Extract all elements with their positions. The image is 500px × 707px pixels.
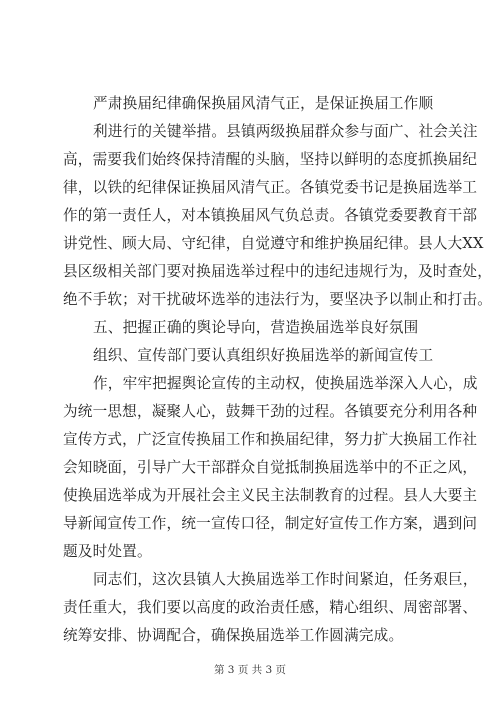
- page-footer: 第 3 页 共 3 页: [213, 664, 287, 676]
- paragraph-line: 宣传方式，广泛宣传换届工作和换届纪律，努力扩大换届工作社: [63, 431, 478, 448]
- paragraph-line: 严肃换届纪律确保换届风清气正，是保证换届工作顺: [93, 95, 434, 112]
- paragraph-line: 作的第一责任人，对本镇换届风气负总责。各镇党委要教育干部: [63, 207, 478, 224]
- paragraph-line: 组织、宣传部门要认真组织好换届选举的新闻宣传工: [93, 347, 434, 364]
- paragraph-line: 使换届选举成为开展社会主义民主法制教育的过程。县人大要主: [63, 487, 478, 504]
- paragraph-line: 同志们，这次县镇人大换届选举工作时间紧迫，任务艰巨，: [93, 571, 478, 588]
- paragraph-line: 统筹安排、协调配合，确保换届选举工作圆满完成。: [63, 627, 404, 644]
- section-heading: 五、把握正确的舆论导向，营造换届选举良好氛围: [93, 319, 419, 336]
- paragraph-line: 绝不手软；对干扰破坏选举的违法行为，要坚决予以制止和打击。: [63, 291, 493, 308]
- paragraph-line: 利进行的关键举措。县镇两级换届群众参与面广、社会关注: [93, 123, 478, 140]
- paragraph-line: 作，牢牢把握舆论宣传的主动权，使换届选举深入人心，成: [93, 375, 478, 392]
- paragraph-line: 责任重大，我们要以高度的政治责任感，精心组织、周密部署、: [63, 599, 478, 616]
- paragraph-line: 律，以铁的纪律保证换届风清气正。各镇党委书记是换届选举工: [63, 179, 478, 196]
- paragraph-line: 题及时处置。: [63, 543, 152, 560]
- paragraph-line: 会知晓面，引导广大干部群众自觉抵制换届选举中的不正之风，: [63, 459, 478, 476]
- paragraph-line: 为统一思想，凝聚人心，鼓舞干劲的过程。各镇要充分利用各种: [63, 403, 478, 420]
- paragraph-line: 讲党性、顾大局、守纪律，自觉遵守和维护换届纪律。县人大XX: [63, 235, 484, 252]
- paragraph-line: 县区级相关部门要对换届选举过程中的违纪违规行为，及时查处，: [63, 263, 493, 280]
- paragraph-line: 导新闻宣传工作，统一宣传口径，制定好宣传工作方案，遇到问: [63, 515, 478, 532]
- paragraph-line: 高，需要我们始终保持清醒的头脑，坚持以鲜明的态度抓换届纪: [63, 151, 478, 168]
